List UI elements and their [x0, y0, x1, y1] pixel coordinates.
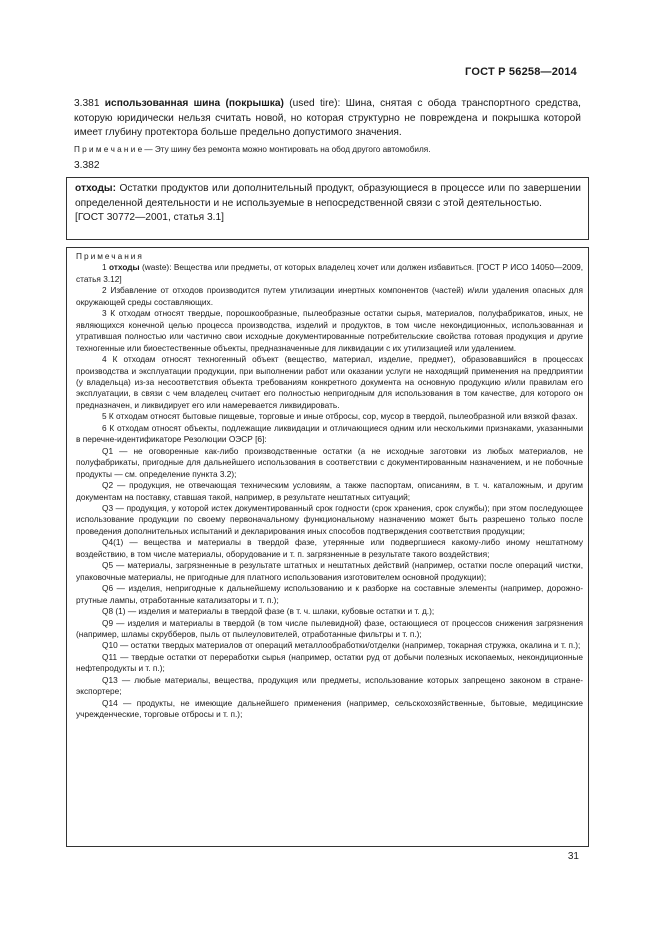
note-2: 2 Избавление от отходов производится путем утилизации инертных компонентов (частей) и/или удаления опасных для окружающей среды составляющих.	[76, 285, 583, 307]
criterion-q5: Q5 — материалы, загрязненные в результате штатных и нештатных действий (например, остатки после операций чистки, упаковочные материалы, не пригодные для платного использования изготовителем основной продукции);	[76, 560, 583, 582]
criterion-q8: Q8 (1) — изделия и материалы в твердой фазе (в т. ч. шлаки, кубовые остатки и т. д.);	[102, 606, 435, 617]
criterion-q4: Q4(1) — вещества и материалы в твердой фазе, утерянные или подвергшиеся какому-либо иному нештатному воздействию, в том числе материалы, оборудование и т. п. загрязненные в результате такого воздействия;	[76, 537, 583, 559]
note-3: 3 К отходам относят твердые, порошкообразные, пылеобразные остатки сырья, материалов, полуфабрикатов, иных, не являющихся конечной целью процесса производства, изделий и продуктов, в том числе некондиционных, использованная и утратившая полностью или частично свои исходные документированные потребительские свойства готовая продукция и другие техногенные или биоестественные объекты, предназначенные для ликвидации с их утилизацией или удалением.	[76, 308, 583, 353]
note-1-prefix: 1	[102, 262, 109, 273]
note-4: 4 К отходам относят техногенный объект (вещество, материал, изделие, предмет), образовавшийся в процессах производства и эксплуатации продукции, при выполнении работ или оказании услуги не находящий применения на предприятии (у владельца) из-за несоответствия объекта требованиям конкретного документа на основную продукцию и/или правилам его эксплуатации, в связи с чем владелец считает его полностью непригодным для использования в том качестве, для которого он предназначен, и ликвидирует его или намеревается ликвидировать.	[76, 354, 583, 410]
notes-title: Примечания	[76, 251, 144, 261]
definition-box	[66, 177, 589, 240]
criterion-q9: Q9 — изделия и материалы в твердой (в том числе пылевидной) фазе, остающиеся от процессов снижения загрязнения (например, шламы скрубберов, пыль от пылеуловителей, отработанные фильтры и т. п.);	[76, 617, 583, 639]
entry-382-definition-block	[75, 182, 581, 211]
entry-382-term: отходы:	[75, 183, 117, 194]
entry-381-note	[74, 144, 581, 156]
note-label: П р и м е ч а н и е	[74, 145, 143, 154]
note-5: 5 К отходам относят бытовые пищевые, торговые и иные отбросы, сор, мусор в твердой, пылеобразной или вязкой фазах.	[102, 411, 578, 422]
entry-381-term: использованная шина (покрышка)	[104, 98, 284, 109]
notes-box	[66, 247, 589, 847]
entry-381	[74, 97, 581, 141]
entry-381-definition: Шина, снятая с обода транспортного средства, которую юридически нельзя считать новой, но которая структурно не повреждена и покрышка которой имеет глубину протектора больше предельно допустимого значения.	[74, 98, 581, 138]
entry-382-definition: Остатки продуктов или дополнительный продукт, образующиеся в процессе или по завершении определенной деятельности и не используемые в непосредственной связи с этой деятельностью.	[75, 183, 581, 209]
entry-382-source: [ГОСТ 30772—2001, статья 3.1]	[75, 212, 225, 223]
note-text: — Эту шину без ремонта можно монтировать на обод другого автомобиля.	[142, 145, 431, 154]
entry-381-english: (used tire):	[289, 98, 341, 109]
note-1-term: отходы	[108, 262, 140, 273]
criterion-q2: Q2 — продукция, не отвечающая техническим условиям, а также паспортам, описаниям, в т. ч. каталожным, и другим документам на поставку, ставшая такой, например, в результате нештатных ситуаций;	[76, 480, 583, 502]
criterion-q10: Q10 — остатки твердых материалов от операций металлообработки/отделки (например, токарная стружка, окалина и т. п.);	[102, 640, 581, 651]
entry-382-number: 3.382	[74, 160, 100, 171]
criterion-q1: Q1 — не оговоренные как-либо производственные остатки (а не исходные заготовки из любых материалов, не полуфабрикаты, пригодные для дальнейшего использования в соответствии с документированным назначением, и не побочные продукты — см. определение пункта 3.2);	[76, 445, 583, 479]
note-6: 6 К отходам относят объекты, подлежащие ликвидации и отличающиеся одним или несколькими признаками, указанными в перечне-идентификаторе Резолюции ОЭСР [6]:	[76, 422, 583, 445]
entry-381-number: 3.381	[74, 98, 100, 109]
document-id: ГОСТ Р 56258—2014	[465, 66, 577, 78]
note-1	[76, 262, 583, 285]
criterion-q3: Q3 — продукция, у которой истек документированный срок годности (срок хранения, срок службы); при этом последующее использование продукции по своему первоначальному функциональному назначению может быть разрешено только после проведения дополнительных испытаний и декларирования иных способов подтверждения соответствия продукции;	[76, 502, 583, 536]
note-1-text: (waste): Вещества или предметы, от которых владелец хочет или должен избавиться. [ГОСТ Р ИСО 14050—2009, статья 3.12]	[76, 262, 583, 284]
criterion-q11: Q11 — твердые остатки от переработки сырья (например, остатки руд от добычи полезных ископаемых, некондиционные нефтепродукты и т. п.);	[76, 651, 583, 674]
criterion-q13: Q13 — любые материалы, вещества, продукция или предметы, использование которых запрещено законом в стране-экспортере;	[76, 674, 583, 697]
criterion-q14: Q14 — продукты, не имеющие дальнейшего применения (например, сельскохозяйственные, бытовые, медицинские учрежденческие, торговые отбросы и т. п.);	[76, 697, 583, 720]
page-number: 31	[567, 851, 579, 862]
criterion-q6: Q6 — изделия, непригодные к дальнейшему использованию и к разборке на составные элементы (например, дорожно-ртутные лампы, отработанные катализаторы и т. п.);	[76, 583, 583, 605]
